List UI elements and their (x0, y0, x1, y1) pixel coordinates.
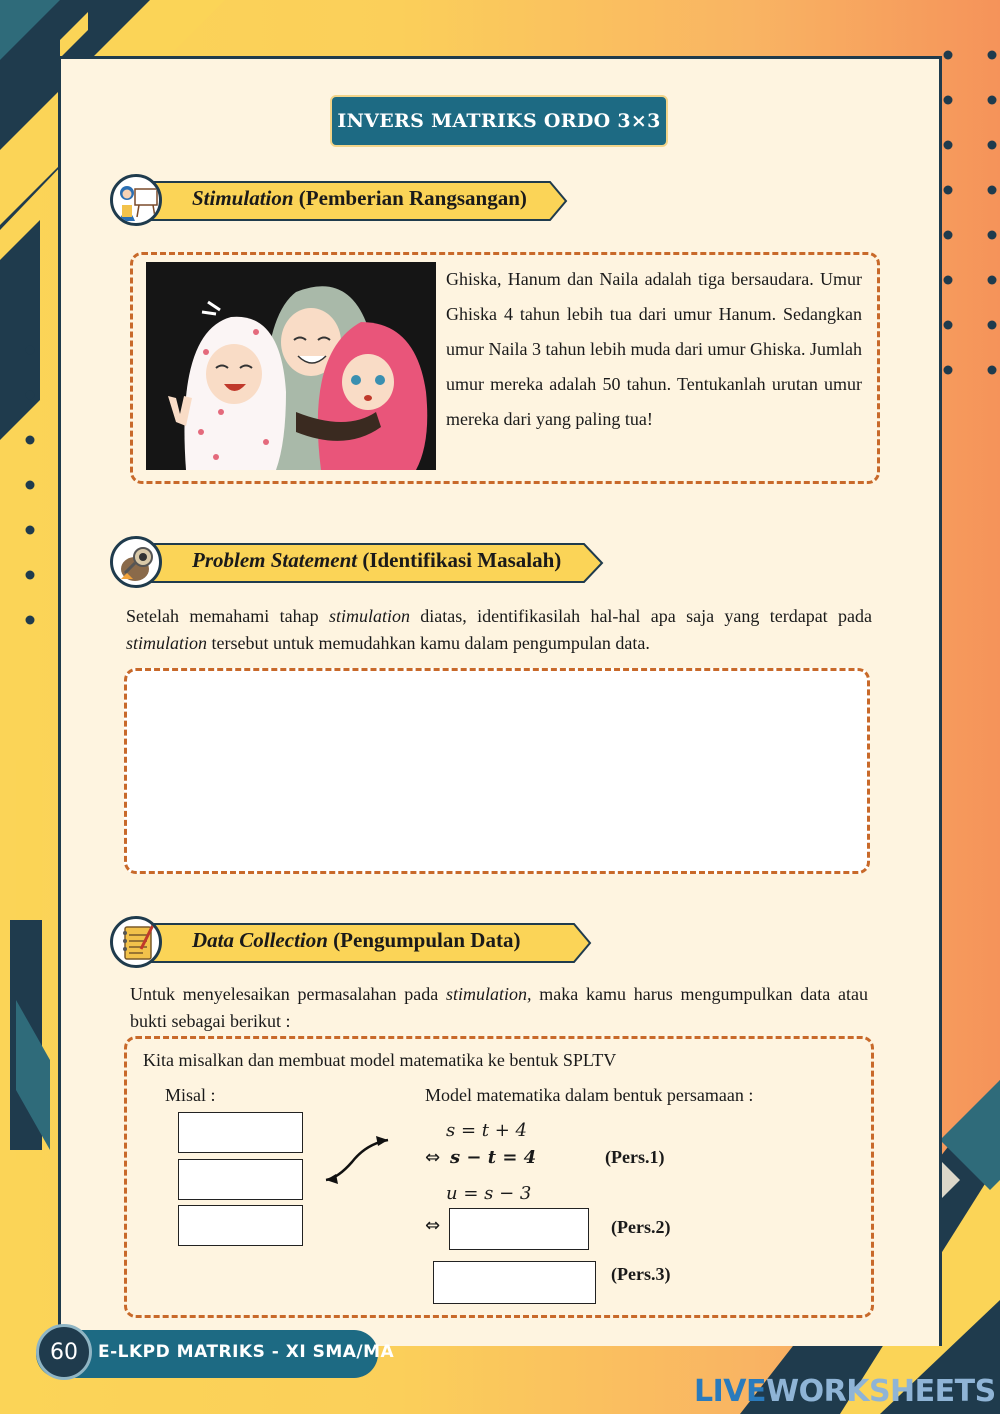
page-title: INVERS MATRIKS ORDO 3×3 (330, 95, 668, 147)
data-text-italic: stimulation, (445, 984, 532, 1004)
data-text-part: Untuk menyelesaikan permasalahan pada (130, 984, 446, 1004)
sisters-illustration (146, 262, 436, 470)
page-number: 60 (36, 1324, 92, 1380)
stimulation-title-id: (Pemberian Rangsangan) (293, 186, 527, 210)
problem-text-part: tersebut untuk memudahkan kamu dalam pengumpulan data. (207, 633, 650, 653)
model-heading: Model matematika dalam bentuk persamaan : (425, 1085, 754, 1105)
data-collection-title (192, 928, 520, 953)
model-intro: Kita misalkan dan membuat model matematika ke bentuk SPLTV (143, 1050, 617, 1070)
equivalence-arrow-1: ⇔ (425, 1147, 441, 1168)
notepad-icon (110, 916, 162, 968)
data-text-part: maka kamu harus mengumpulkan data atau bukti sebagai berikut : (130, 984, 868, 1031)
problem-text-italic: stimulation (328, 606, 410, 626)
pers-1-label: (Pers.1) (605, 1147, 665, 1167)
liveworksheets-watermark (694, 1374, 996, 1409)
misal-input-3[interactable] (178, 1205, 303, 1246)
stimulation-title (192, 186, 527, 211)
equation-2: u = s − 3 (446, 1183, 532, 1204)
problem-text-part: diatas, identifikasilah hal-hal apa saja yang terdapat pada (409, 606, 873, 626)
presenter-girl-icon (110, 174, 162, 226)
data-title-id: (Pengumpulan Data) (327, 928, 521, 952)
equation-1: s = t + 4 (446, 1120, 527, 1141)
problem-text-part: Setelah memahami tahap (126, 606, 329, 626)
equivalence-arrow-2: ⇔ (425, 1215, 441, 1236)
watermark-part-1: LIVE (694, 1374, 766, 1409)
magnifier-owl-icon (110, 536, 162, 588)
misal-label: Misal : (165, 1085, 216, 1105)
stimulation-title-en: Stimulation (192, 186, 294, 210)
misal-input-1[interactable] (178, 1112, 303, 1153)
equation-1-simplified: s − t = 4 (450, 1147, 537, 1168)
problem-answer-box[interactable] (124, 668, 870, 874)
pers-2-input[interactable] (449, 1208, 589, 1250)
double-arrow-icon (318, 1132, 398, 1188)
pers-3-input[interactable] (433, 1261, 596, 1304)
pers-2-label: (Pers.2) (611, 1217, 671, 1237)
pers-3-label: (Pers.3) (611, 1264, 671, 1284)
watermark-part-2: WORKSHEETS (766, 1374, 996, 1409)
problem-text-italic: stimulation (126, 633, 208, 653)
problem-instructions (126, 603, 872, 657)
story-text: Ghiska, Hanum dan Naila adalah tiga bersaudara. Umur Ghiska 4 tahun lebih tua dari umur Hanum. Sedangkan umur Naila 3 tahun lebih muda dari umur Ghiska. Jumlah umur mereka adalah 50 tahun. Tentukanlah urutan umur mereka dari yang paling tua! (446, 269, 862, 429)
problem-title-id: (Identifikasi Masalah) (357, 548, 562, 572)
data-instructions (130, 981, 868, 1035)
footer-label: E-LKPD MATRIKS - XI SMA/MA (98, 1342, 395, 1362)
problem-statement-title (192, 548, 561, 573)
data-title-en: Data Collection (192, 928, 328, 952)
problem-title-en: Problem Statement (192, 548, 358, 572)
misal-input-2[interactable] (178, 1159, 303, 1200)
